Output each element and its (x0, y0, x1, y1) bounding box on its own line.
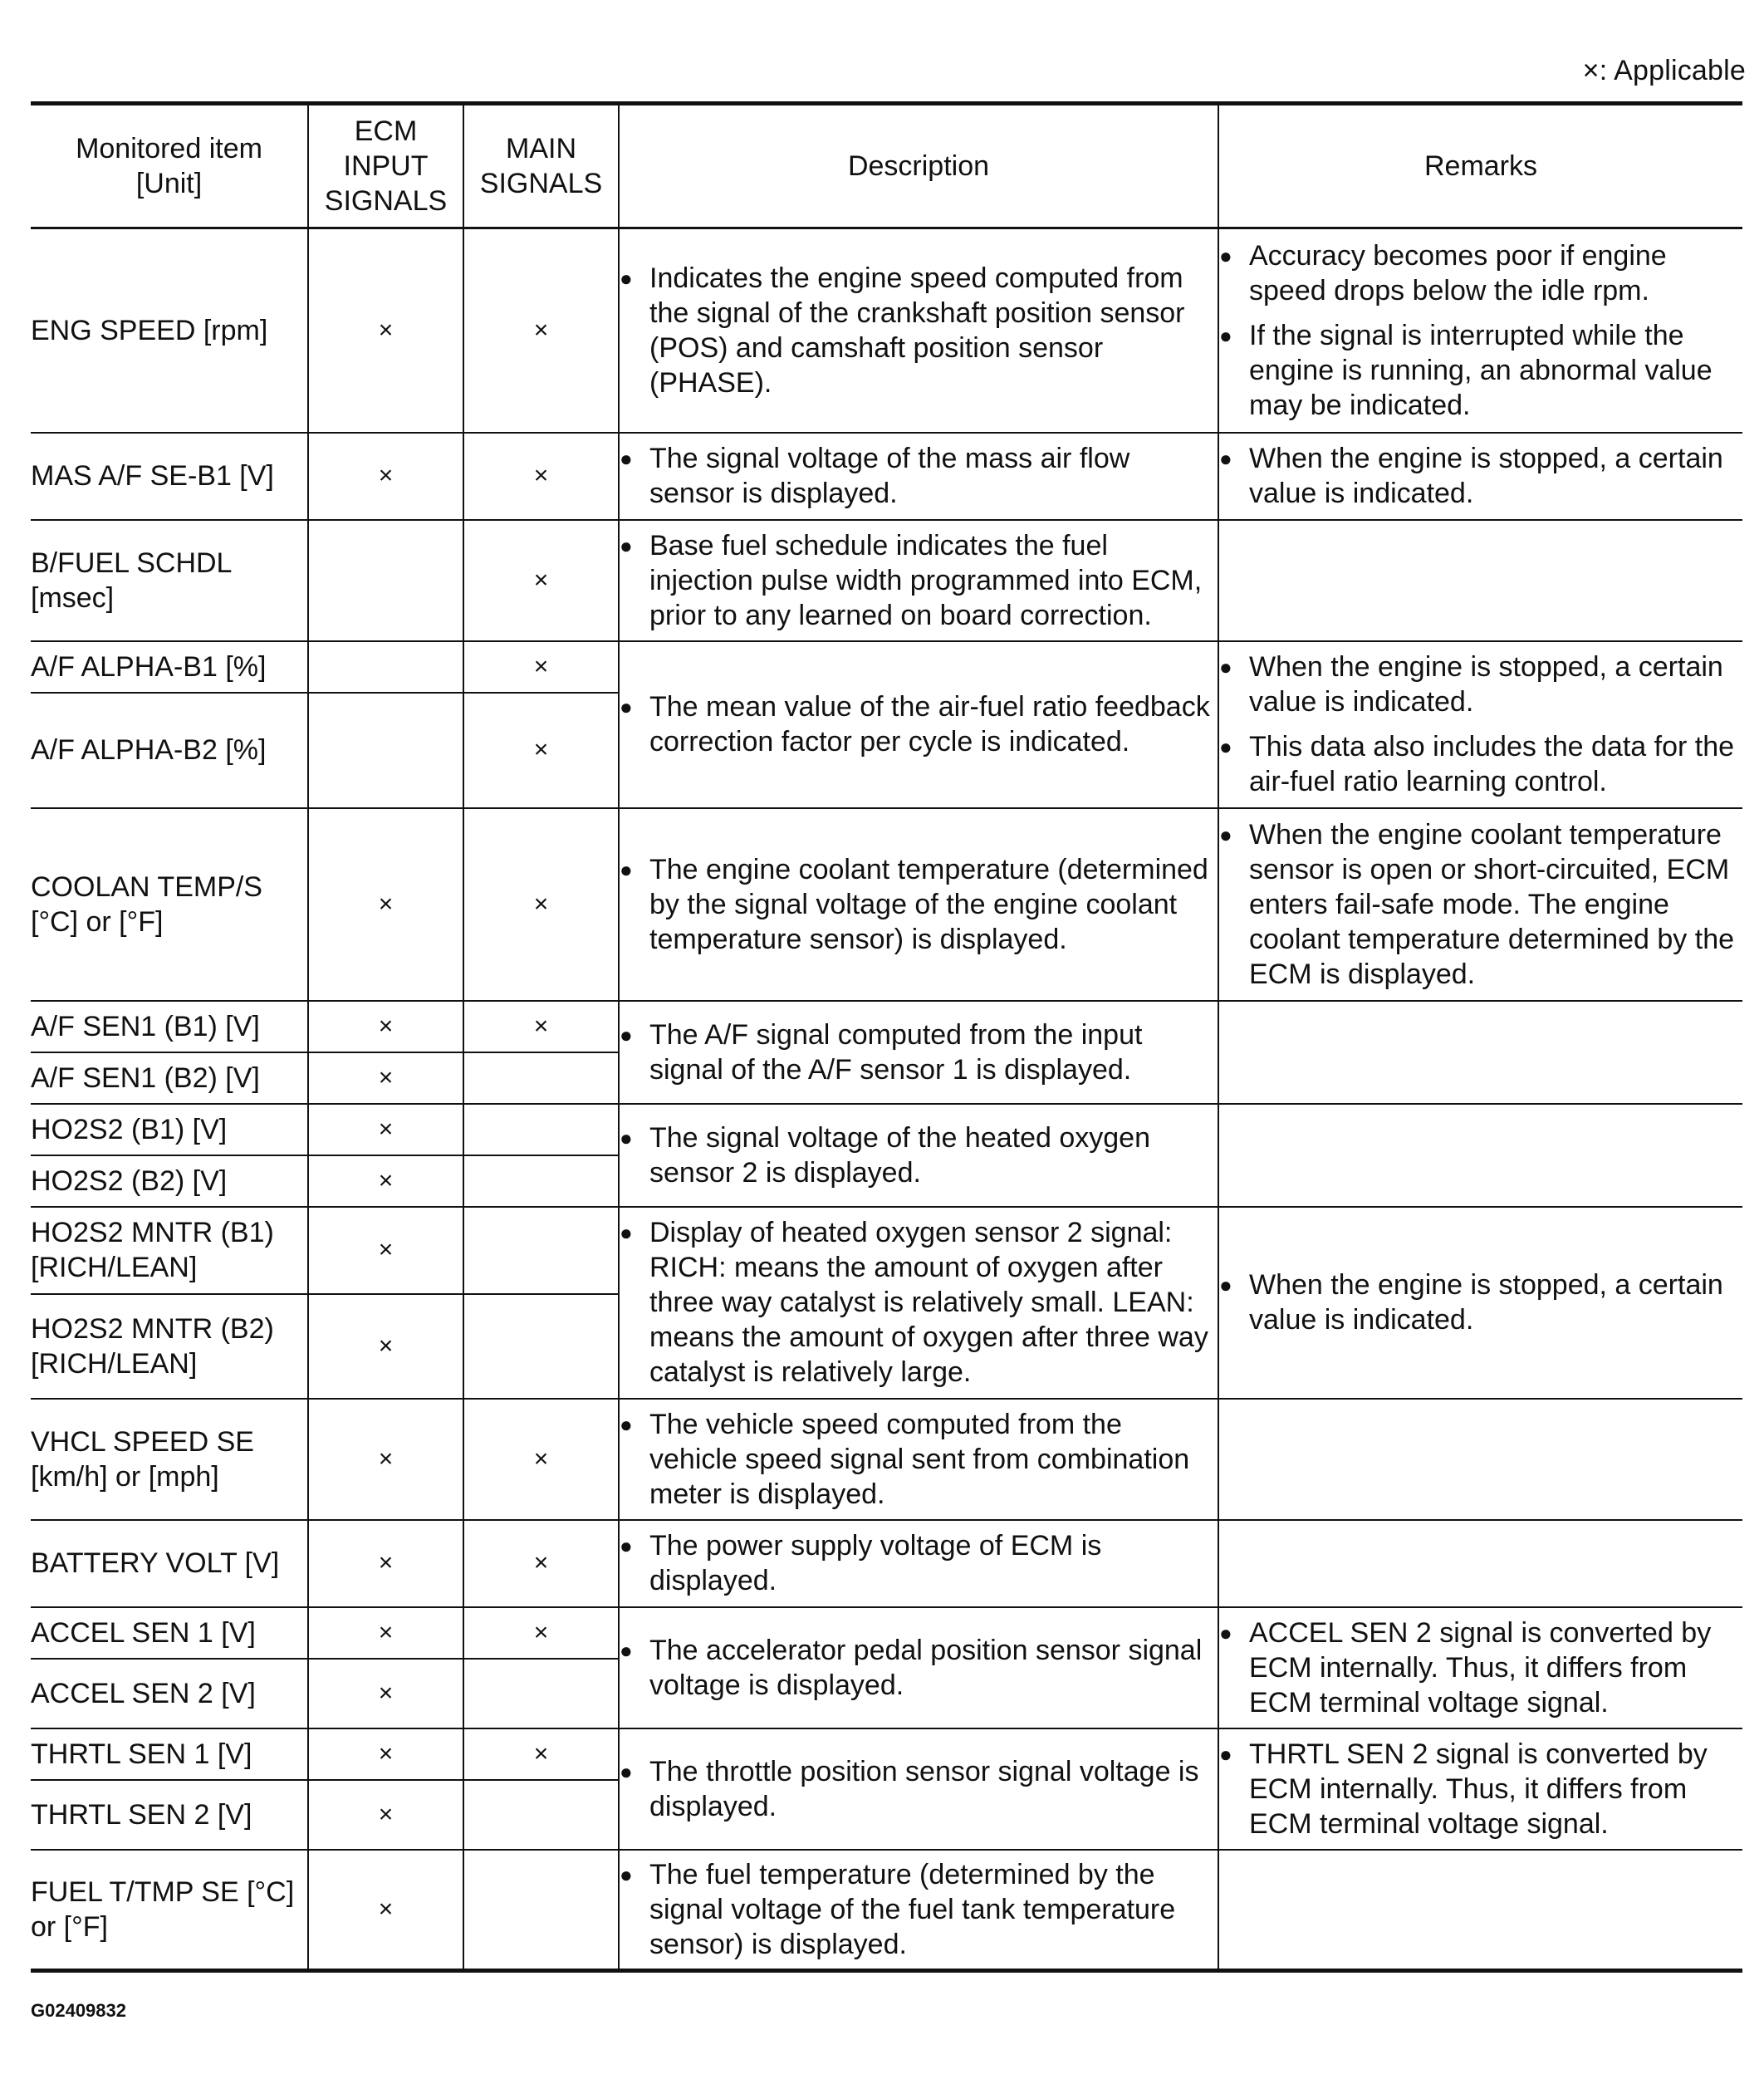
header-row (31, 104, 1742, 228)
ecm-input-mark (308, 641, 463, 693)
monitored-item: HO2S2 MNTR (B1) [RICH/LEAN] (31, 1207, 308, 1294)
monitored-item: ENG SPEED [rpm] (31, 228, 308, 433)
applicable-legend: ×: Applicable (1582, 55, 1746, 86)
main-signal-mark: × (463, 1607, 619, 1659)
remark-bullet: ● When the engine is stopped, a certain value is indicated. (1219, 650, 1742, 719)
main-signal-mark: × (463, 1001, 619, 1052)
ecm-input-mark (308, 693, 463, 808)
table-row (31, 1399, 1742, 1520)
main-signal-mark: × (463, 693, 619, 808)
description-bullet: ● The signal voltage of the mass air flow sensor is displayed. (620, 441, 1218, 511)
monitored-item: HO2S2 (B1) [V] (31, 1104, 308, 1155)
monitored-items-table (31, 101, 1742, 1973)
header-description: Description (619, 104, 1218, 228)
ecm-input-mark (308, 520, 463, 641)
main-signal-mark: × (463, 433, 619, 520)
monitored-item: A/F ALPHA-B1 [%] (31, 641, 308, 693)
monitored-item: THRTL SEN 2 [V] (31, 1780, 308, 1850)
ecm-input-mark: × (308, 1052, 463, 1104)
description-bullet: ● The signal voltage of the heated oxygen sensor 2 is displayed. (620, 1120, 1218, 1190)
remarks-cell (1218, 1850, 1742, 1971)
remarks-cell (1218, 1520, 1742, 1607)
main-signal-mark (463, 1207, 619, 1294)
remark-bullet: ● This data also includes the data for the air-fuel ratio learning control. (1219, 729, 1742, 799)
main-signal-mark (463, 1659, 619, 1728)
description-bullet: ● The A/F signal computed from the input signal of the A/F sensor 1 is displayed. (620, 1017, 1218, 1087)
monitored-item: BATTERY VOLT [V] (31, 1520, 308, 1607)
ecm-input-mark: × (308, 1659, 463, 1728)
description-cell (619, 1520, 1218, 1607)
monitored-item: MAS A/F SE-B1 [V] (31, 433, 308, 520)
monitored-item: COOLAN TEMP/S [°C] or [°F] (31, 808, 308, 1001)
ecm-input-mark: × (308, 1780, 463, 1850)
ecm-input-mark: × (308, 1399, 463, 1520)
description-bullet: ● The power supply voltage of ECM is displayed. (620, 1528, 1218, 1598)
main-signal-mark (463, 1052, 619, 1104)
remark-bullet: ● ACCEL SEN 2 signal is converted by ECM internally. Thus, it differs from ECM terminal voltage signal. (1219, 1616, 1742, 1720)
remarks-cell (1218, 1207, 1742, 1399)
monitored-item: A/F SEN1 (B2) [V] (31, 1052, 308, 1104)
main-signal-mark: × (463, 228, 619, 433)
table-row (31, 1728, 1742, 1780)
remark-bullet: ● Accuracy becomes poor if engine speed drops below the idle rpm. (1219, 238, 1742, 308)
table-row (31, 1850, 1742, 1971)
remark-bullet: ● When the engine coolant temperature sensor is open or short-circuited, ECM enters fail-safe mode. The engine coolant temperature determined by the ECM is displayed. (1219, 817, 1742, 992)
table-row (31, 228, 1742, 433)
table-row (31, 1520, 1742, 1607)
monitored-item: ACCEL SEN 2 [V] (31, 1659, 308, 1728)
description-cell (619, 641, 1218, 808)
description-bullet: ● Base fuel schedule indicates the fuel injection pulse width programmed into ECM, prior to any learned on board correction. (620, 528, 1218, 633)
description-cell (619, 433, 1218, 520)
remarks-cell (1218, 1104, 1742, 1207)
remarks-cell (1218, 1001, 1742, 1104)
ecm-input-mark: × (308, 1728, 463, 1780)
monitored-item: ACCEL SEN 1 [V] (31, 1607, 308, 1659)
description-bullet: ● The accelerator pedal position sensor signal voltage is displayed. (620, 1633, 1218, 1703)
remark-bullet: ● When the engine is stopped, a certain value is indicated. (1219, 1267, 1742, 1337)
ecm-input-mark: × (308, 1104, 463, 1155)
description-bullet: ● The mean value of the air-fuel ratio feedback correction factor per cycle is indicated. (620, 689, 1218, 759)
table-row (31, 520, 1742, 641)
main-signal-mark (463, 1155, 619, 1207)
main-signal-mark (463, 1294, 619, 1399)
main-signal-mark: × (463, 1728, 619, 1780)
table-row (31, 641, 1742, 693)
monitored-item: THRTL SEN 1 [V] (31, 1728, 308, 1780)
header-ecm-input-signals: ECM INPUT SIGNALS (308, 104, 463, 228)
remark-bullet: ● THRTL SEN 2 signal is converted by ECM internally. Thus, it differs from ECM terminal voltage signal. (1219, 1737, 1742, 1841)
monitored-item: A/F SEN1 (B1) [V] (31, 1001, 308, 1052)
ecm-input-mark: × (308, 1207, 463, 1294)
ecm-input-mark: × (308, 808, 463, 1001)
table-row (31, 1001, 1742, 1052)
ecm-input-mark: × (308, 1850, 463, 1971)
description-cell (619, 1850, 1218, 1971)
monitored-item: HO2S2 MNTR (B2) [RICH/LEAN] (31, 1294, 308, 1399)
monitored-item: FUEL T/TMP SE [°C] or [°F] (31, 1850, 308, 1971)
ecm-input-mark: × (308, 228, 463, 433)
remark-bullet: ● If the signal is interrupted while the engine is running, an abnormal value may be indicated. (1219, 318, 1742, 423)
ecm-input-mark: × (308, 433, 463, 520)
description-bullet: ● The throttle position sensor signal voltage is displayed. (620, 1754, 1218, 1824)
description-bullet: ● The engine coolant temperature (determined by the signal voltage of the engine coolant temperature sensor) is displayed. (620, 852, 1218, 957)
remarks-cell (1218, 641, 1742, 808)
main-signal-mark (463, 1850, 619, 1971)
description-cell (619, 520, 1218, 641)
remarks-cell (1218, 1728, 1742, 1850)
description-cell (619, 228, 1218, 433)
description-bullet: ● The fuel temperature (determined by the signal voltage of the fuel tank temperature sensor) is displayed. (620, 1857, 1218, 1962)
header-main-signals: MAIN SIGNALS (463, 104, 619, 228)
main-signal-mark: × (463, 641, 619, 693)
ecm-input-mark: × (308, 1155, 463, 1207)
remarks-cell (1218, 433, 1742, 520)
description-cell (619, 808, 1218, 1001)
monitored-item: A/F ALPHA-B2 [%] (31, 693, 308, 808)
main-signal-mark: × (463, 1399, 619, 1520)
header-remarks: Remarks (1218, 104, 1742, 228)
ecm-input-mark: × (308, 1520, 463, 1607)
description-cell (619, 1001, 1218, 1104)
main-signal-mark: × (463, 1520, 619, 1607)
figure-code: G02409832 (31, 2000, 126, 2021)
table-row (31, 1104, 1742, 1155)
main-signal-mark (463, 1780, 619, 1850)
table-row (31, 433, 1742, 520)
description-bullet: ● The vehicle speed computed from the vehicle speed signal sent from combination meter is displayed. (620, 1407, 1218, 1512)
monitored-item: VHCL SPEED SE [km/h] or [mph] (31, 1399, 308, 1520)
remarks-cell (1218, 228, 1742, 433)
remark-bullet: ● When the engine is stopped, a certain value is indicated. (1219, 441, 1742, 511)
main-signal-mark: × (463, 520, 619, 641)
description-cell (619, 1607, 1218, 1728)
table-row (31, 808, 1742, 1001)
remarks-cell (1218, 520, 1742, 641)
description-bullet: ● Indicates the engine speed computed from the signal of the crankshaft position sensor (POS) and camshaft position sensor (PHASE). (620, 261, 1218, 400)
description-cell (619, 1104, 1218, 1207)
table-row (31, 1607, 1742, 1659)
description-cell (619, 1728, 1218, 1850)
main-signal-mark: × (463, 808, 619, 1001)
remarks-cell (1218, 1607, 1742, 1728)
description-cell (619, 1207, 1218, 1399)
description-bullet: ● Display of heated oxygen sensor 2 signal: RICH: means the amount of oxygen after three way catalyst is relatively small. LEAN: means the amount of oxygen after three way catalyst is relatively large. (620, 1215, 1218, 1390)
remarks-cell (1218, 808, 1742, 1001)
remarks-cell (1218, 1399, 1742, 1520)
monitored-item: HO2S2 (B2) [V] (31, 1155, 308, 1207)
ecm-input-mark: × (308, 1607, 463, 1659)
table-row (31, 1207, 1742, 1294)
ecm-input-mark: × (308, 1001, 463, 1052)
header-monitored-item: Monitored item [Unit] (31, 104, 308, 228)
ecm-input-mark: × (308, 1294, 463, 1399)
monitored-item: B/FUEL SCHDL [msec] (31, 520, 308, 641)
main-signal-mark (463, 1104, 619, 1155)
description-cell (619, 1399, 1218, 1520)
